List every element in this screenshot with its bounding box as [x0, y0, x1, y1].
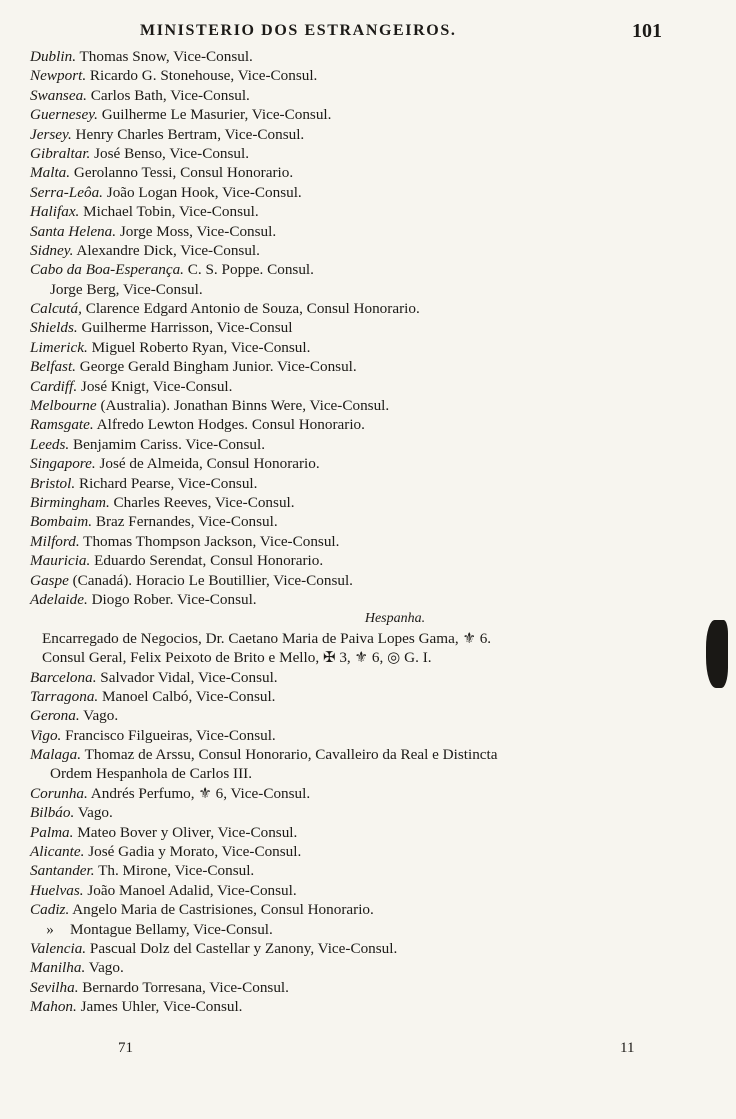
- consul-name: Gerolanno Tessi, Consul Honorario.: [70, 164, 294, 182]
- running-title: MINISTERIO DOS ESTRANGEIROS.: [140, 22, 457, 39]
- consul-entry: [30, 687, 720, 706]
- signature-mark-right: 11: [620, 1040, 635, 1056]
- consul-name: James Uhler, Vice-Consul.: [76, 998, 243, 1016]
- place-name: Alicante.: [30, 843, 85, 861]
- place-name: Belfast.: [30, 358, 76, 376]
- consul-entry: [30, 978, 720, 997]
- consul-entry: [30, 125, 720, 144]
- place-name: Gaspe: [30, 571, 69, 589]
- place-name: Huelvas.: [30, 881, 84, 899]
- place-name: Vigo.: [30, 726, 62, 744]
- place-name: Gerona.: [30, 707, 80, 725]
- consul-entry: [30, 726, 720, 745]
- consul-entry: [30, 338, 720, 357]
- decoration-suffix: 6, Vice-Consul.: [211, 784, 311, 802]
- consul-name: Thomaz de Arssu, Consul Honorario, Cavalleiro da Real e Distincta: [81, 746, 498, 764]
- place-name: Cardiff.: [30, 377, 78, 395]
- consul-entry: [30, 202, 720, 221]
- place-name: Sidney.: [30, 241, 74, 259]
- consul-name: Eduardo Serendat, Consul Honorario.: [90, 552, 324, 570]
- place-name: Shields.: [30, 319, 78, 337]
- consul-entry: [30, 590, 720, 609]
- place-name: Cadiz.: [30, 901, 70, 919]
- consul-entry: [30, 280, 720, 299]
- consul-name: José Benso, Vice-Consul.: [90, 144, 250, 162]
- place-name: Ramsgate.: [30, 416, 94, 434]
- consul-name: Bernardo Torresana, Vice-Consul.: [78, 978, 289, 996]
- consul-entry: [30, 435, 720, 454]
- consul-entry: [30, 764, 720, 783]
- consul-name: Braz Fernandes, Vice-Consul.: [92, 513, 278, 531]
- place-name: Dublin.: [30, 48, 76, 65]
- consul-entry: [30, 629, 720, 648]
- consul-entry: [30, 144, 720, 163]
- consul-name: (Australia). Jonathan Binns Were, Vice-Consul.: [96, 397, 390, 415]
- consul-entry: [30, 648, 720, 667]
- consul-name: Francisco Filgueiras, Vice-Consul.: [61, 726, 276, 744]
- place-name: Santander.: [30, 862, 95, 880]
- place-name: Birmingham.: [30, 493, 110, 511]
- consul-entry: [30, 86, 720, 105]
- decoration-suffix: 6.: [475, 629, 492, 647]
- consul-name: Charles Reeves, Vice-Consul.: [109, 493, 295, 511]
- place-name: Newport.: [30, 67, 87, 85]
- place-name: Halifax.: [30, 203, 80, 221]
- ditto-mark: »: [46, 920, 54, 938]
- signature-mark-left: 71: [118, 1040, 133, 1056]
- consul-entry: [30, 900, 720, 919]
- consul-entry: [30, 823, 720, 842]
- place-name: Swansea.: [30, 86, 87, 104]
- consul-entry: [30, 997, 720, 1016]
- section-heading: Hespanha.: [364, 611, 426, 627]
- consul-name: Angelo Maria de Castrisiones, Consul Honorario.: [69, 901, 374, 919]
- consul-name: Michael Tobin, Vice-Consul.: [79, 203, 259, 221]
- consul-name: Salvador Vidal, Vice-Consul.: [96, 668, 278, 686]
- consul-entry: [30, 474, 720, 493]
- consul-name: Richard Pearse, Vice-Consul.: [75, 474, 258, 492]
- consul-entry: [30, 571, 720, 590]
- consul-entry: [30, 668, 720, 687]
- consul-entry: [30, 493, 720, 512]
- place-name: Gibraltar.: [30, 144, 91, 162]
- consul-name: Guilherme Le Masurier, Vice-Consul.: [97, 106, 332, 124]
- consul-entry: [30, 842, 720, 861]
- consul-name: Thomas Snow, Vice-Consul.: [76, 48, 253, 65]
- consul-entry: [30, 861, 720, 880]
- consul-entry: [30, 299, 720, 318]
- consul-name: Pascual Dolz del Castellar y Zanony, Vice-Consul.: [86, 939, 398, 957]
- consul-entry: [30, 532, 720, 551]
- consul-name: José Gadia y Morato, Vice-Consul.: [84, 843, 302, 861]
- consul-entry: [30, 920, 720, 939]
- consul-entry: [30, 318, 720, 337]
- place-name: Cabo da Boa-Esperança.: [30, 261, 184, 279]
- consul-entry: [30, 47, 720, 66]
- place-name: Calcutá,: [30, 300, 82, 318]
- place-name: Singapore.: [30, 455, 96, 473]
- place-name: Bilbáo.: [30, 804, 75, 822]
- consul-name: Carlos Bath, Vice-Consul.: [86, 86, 250, 104]
- page-header: [0, 18, 736, 46]
- consul-entry: [30, 241, 720, 260]
- place-name: Valencia.: [30, 939, 87, 957]
- decoration-suffix: 3, ⚜ 6, ◎ G. I.: [335, 649, 432, 667]
- place-name: Tarragona.: [30, 687, 99, 705]
- consul-entry: [30, 415, 720, 434]
- place-name: Santa Helena.: [30, 222, 117, 240]
- consul-name: Andrés Perfumo,: [87, 784, 195, 802]
- consul-name: Encarregado de Negocios, Dr. Caetano Maria de Paiva Lopes Gama,: [42, 629, 459, 647]
- consul-name: Benjamim Cariss. Vice-Consul.: [69, 435, 266, 453]
- consul-entry: [30, 105, 720, 124]
- place-name: Mauricia.: [30, 552, 91, 570]
- consul-entry: [30, 745, 720, 764]
- consul-name: Jorge Berg, Vice-Consul.: [50, 280, 203, 298]
- consul-entry: [30, 377, 720, 396]
- consul-name: Clarence Edgard Antonio de Souza, Consul Honorario.: [81, 300, 420, 318]
- consul-list: [30, 47, 720, 1017]
- consul-name: Th. Mirone, Vice-Consul.: [94, 862, 255, 880]
- consul-name: George Gerald Bingham Junior. Vice-Consul.: [75, 358, 357, 376]
- page-footer: [0, 1040, 736, 1062]
- place-name: Barcelona.: [30, 668, 97, 686]
- order-insignia-icon: ✠: [322, 650, 336, 667]
- place-name: Milford.: [30, 532, 80, 550]
- place-name: Sevilha.: [30, 978, 79, 996]
- ink-blot: [706, 620, 728, 688]
- consul-name: Vago.: [79, 707, 119, 725]
- consul-entry: [30, 222, 720, 241]
- order-insignia-icon: ⚜: [462, 630, 476, 647]
- consul-entry: [30, 803, 720, 822]
- consul-entry: [30, 454, 720, 473]
- place-name: Serra-Leôa.: [30, 183, 103, 201]
- consul-name: Ordem Hespanhola de Carlos III.: [50, 765, 253, 783]
- order-insignia-icon: ⚜: [198, 785, 212, 802]
- consul-entry: [30, 183, 720, 202]
- consul-entry: [30, 706, 720, 725]
- consul-entry: [30, 66, 720, 85]
- place-name: Adelaide.: [30, 590, 88, 608]
- place-name: Mahon.: [30, 998, 77, 1016]
- consul-name: Miguel Roberto Ryan, Vice-Consul.: [87, 338, 311, 356]
- consul-entry: [30, 958, 720, 977]
- consul-name: João Manoel Adalid, Vice-Consul.: [83, 881, 297, 899]
- consul-name: João Logan Hook, Vice-Consul.: [102, 183, 302, 201]
- consul-name: Mateo Bover y Oliver, Vice-Consul.: [73, 823, 298, 841]
- consul-name: José Knigt, Vice-Consul.: [77, 377, 233, 395]
- consul-entry: [30, 881, 720, 900]
- consul-name: Alexandre Dick, Vice-Consul.: [73, 241, 260, 259]
- consul-name: Ricardo G. Stonehouse, Vice-Consul.: [86, 67, 318, 85]
- place-name: Malta.: [30, 164, 71, 182]
- place-name: Palma.: [30, 823, 74, 841]
- consul-name: Montague Bellamy, Vice-Consul.: [70, 920, 273, 938]
- consul-entry: [30, 396, 720, 415]
- consul-name: Vago.: [74, 804, 113, 822]
- consul-name: (Canadá). Horacio Le Boutillier, Vice-Consul.: [68, 571, 353, 589]
- place-name: Leeds.: [30, 435, 70, 453]
- consul-name: Thomas Thompson Jackson, Vice-Consul.: [79, 532, 340, 550]
- consul-entry: [30, 512, 720, 531]
- consul-name: Jorge Moss, Vice-Consul.: [116, 222, 277, 240]
- place-name: Guernesey.: [30, 106, 98, 124]
- consul-entry: [30, 357, 720, 376]
- consul-name: Consul Geral, Felix Peixoto de Brito e Mello,: [42, 649, 320, 667]
- consul-entry: [30, 939, 720, 958]
- consul-name: Manoel Calbó, Vice-Consul.: [98, 687, 276, 705]
- place-name: Malaga.: [30, 746, 82, 764]
- consul-name: Henry Charles Bertram, Vice-Consul.: [71, 125, 305, 143]
- place-name: Limerick.: [30, 338, 88, 356]
- place-name: Manilha.: [30, 959, 86, 977]
- consul-name: C. S. Poppe. Consul.: [183, 261, 314, 279]
- consul-entry: [30, 551, 720, 570]
- consul-entry: [30, 163, 720, 182]
- place-name: Bristol.: [30, 474, 76, 492]
- consul-name: Guilherme Harrisson, Vice-Consul: [77, 319, 293, 337]
- place-name: Jersey.: [30, 125, 72, 143]
- consul-name: Diogo Rober. Vice-Consul.: [87, 590, 257, 608]
- consul-name: Vago.: [85, 959, 124, 977]
- consul-entry: [30, 784, 720, 803]
- place-name: Corunha.: [30, 784, 88, 802]
- page-number: 101: [632, 20, 662, 42]
- consul-name: José de Almeida, Consul Honorario.: [95, 455, 320, 473]
- place-name: Bombaim.: [30, 513, 93, 531]
- consul-entry: [30, 260, 720, 279]
- place-name: Melbourne: [30, 397, 97, 415]
- consul-name: Alfredo Lewton Hodges. Consul Honorario.: [93, 416, 365, 434]
